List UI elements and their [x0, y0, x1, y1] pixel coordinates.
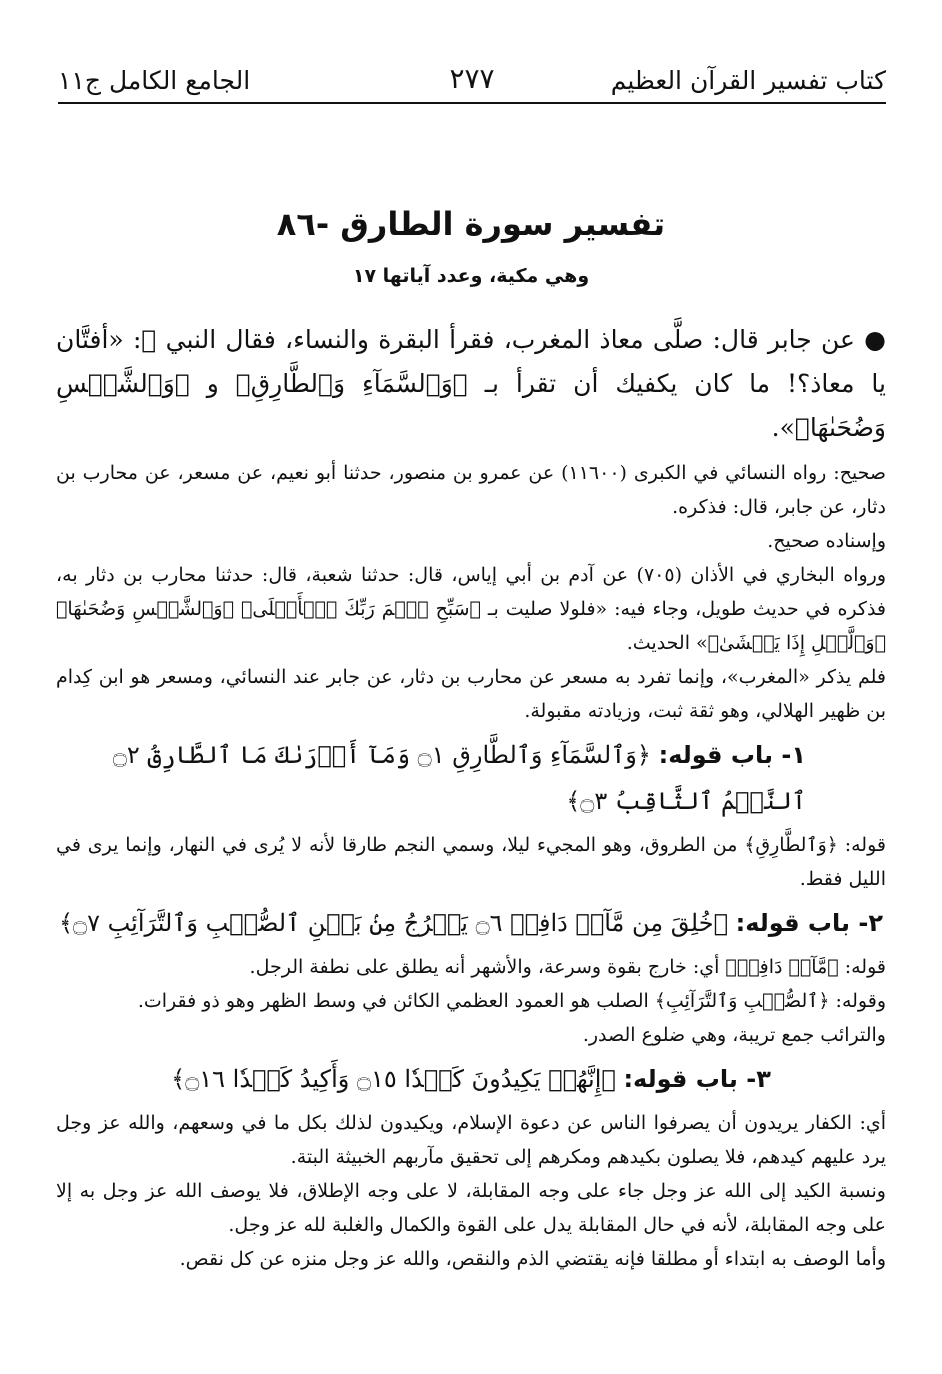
- bab-2-verse: ﴿خُلِقَ مِن مَّآءٖ دَافِقٖ ۝٦ يَخۡرُجُ مِنۢ بَيۡنِ ٱلصُّلۡبِ وَٱلتَّرَآئِبِ ۝٧﴾: [58, 909, 728, 937]
- dafiq-paragraph: قوله: ﴿مَّآءٖ دَافِقٖ﴾ أي: خارج بقوة وسرعة، والأشهر أنه يطلق على نطفة الرجل.: [249, 956, 886, 978]
- taraib-paragraph: والترائب جمع تريبة، وهي ضلوع الصدر.: [582, 1024, 886, 1046]
- book-title: كتاب تفسير القرآن العظيم: [610, 66, 886, 95]
- page-body: [56, 318, 886, 1276]
- nisba-paragraph: ونسبة الكيد إلى الله عز وجل جاء على وجه المقابلة، لا على وجه الإطلاق، فلا يوصف الله عز وجل به إلا على وجه المقابلة، لأنه في حال المقابلة يدل على القوة والكمال والغلبة لله عز وجل.: [56, 1180, 886, 1236]
- wasf-paragraph: وأما الوصف به ابتداء أو مطلقا فإنه يقتضي الذم والنقص، والله عز وجل منزه عن كل نقص.: [179, 1248, 886, 1270]
- bab-3-label: ٣- باب قوله:: [623, 1065, 771, 1093]
- bab-1-label: ١- باب قوله:: [658, 741, 806, 769]
- page-number: ٢٧٧: [449, 62, 495, 95]
- isnad-paragraph: وإسناده صحيح.: [767, 530, 886, 552]
- page-header: [58, 58, 886, 104]
- hadith-paragraph: ● عن جابر قال: صلَّى معاذ المغرب، فقرأ البقرة والنساء، فقال النبي ﷺ: «أفتَّان يا معاذ؟! ما كان يكفيك أن تقرأ بـ ﴿وَٱلسَّمَآءِ وَٱلطَّارِقِ﴾ و ﴿وَٱلشَّمۡسِ وَضُحَىٰهَا﴾».: [56, 325, 886, 442]
- bukhari-paragraph: ورواه البخاري في الأذان (٧٠٥) عن آدم بن أبي إياس، قال: حدثنا شعبة، قال: حدثنا محارب بن دثار به، فذكره في حديث طويل، وجاء فيه: «فلولا صليت بـ ﴿سَبِّحِ ٱسۡمَ رَبِّكَ ٱلۡأَعۡلَى﴾ ﴿وَٱلشَّمۡسِ وَضُحَىٰهَا﴾ ﴿وَٱلَّيۡلِ إِذَا يَغۡشَىٰ﴾» الحديث.: [56, 564, 886, 654]
- maghrib-paragraph: فلم يذكر «المغرب»، وإنما تفرد به مسعر عن محارب بن دثار، عن جابر عند النسائي، ومسعر هو ابن كِدام بن ظهير الهلالي، وهو ثقة ثبت، وزيادته مقبولة.: [56, 666, 886, 722]
- sulb-paragraph: وقوله: ﴿ٱلصُّلۡبِ وَٱلتَّرَآئِبِ﴾ الصلب هو العمود العظمي الكائن في وسط الظهر وهو ذو فقرات.: [137, 990, 886, 1012]
- bab-2-label: ٢- باب قوله:: [735, 909, 884, 937]
- bab-2-heading: [56, 900, 886, 946]
- bab-1-verse: ﴿وَٱلسَّمَآءِ وَٱلطَّارِقِ ۝١ وَمَآ أَدۡرَىٰكَ مَا ٱلطَّارِقُ ۝٢ ٱلنَّجۡمُ ٱلثَّاقِبُ ۝٣﴾: [112, 741, 806, 815]
- bab-1-heading: [56, 732, 886, 824]
- kuffar-paragraph: أي: الكفار يريدون أن يصرفوا الناس عن دعوة الإسلام، ويكيدون لذلك بكل ما في وسعهم، والله عز وجل يرد عليهم كيدهم، فلا يصلون بكيدهم ومكرهم إلى تحقيق مآربهم الخبيثة البتة.: [56, 1112, 886, 1168]
- volume-label: الجامع الكامل ج١١: [58, 66, 251, 95]
- bab-3-heading: [56, 1056, 886, 1102]
- surah-title: تفسير سورة الطارق -٨٦: [276, 205, 666, 243]
- tariq-paragraph: قوله: ﴿وَٱلطَّارِقِ﴾ من الطروق، وهو المجيء ليلا، وسمي النجم طارقا لأنه لا يُرى في النهار، وإنما يرى في الليل فقط.: [56, 834, 886, 890]
- bab-3-verse: ﴿إِنَّهُمۡ يَكِيدُونَ كَيۡدٗا ۝١٥ وَأَكِيدُ كَيۡدٗا ۝١٦﴾: [171, 1065, 616, 1093]
- surah-subtitle: وهي مكية، وعدد آياتها ١٧: [352, 265, 590, 287]
- sahih-paragraph: صحيح: رواه النسائي في الكبرى (١١٦٠٠) عن عمرو بن منصور، حدثنا أبو نعيم، عن مسعر، عن محارب بن دثار، عن جابر، قال: فذكره.: [56, 462, 886, 518]
